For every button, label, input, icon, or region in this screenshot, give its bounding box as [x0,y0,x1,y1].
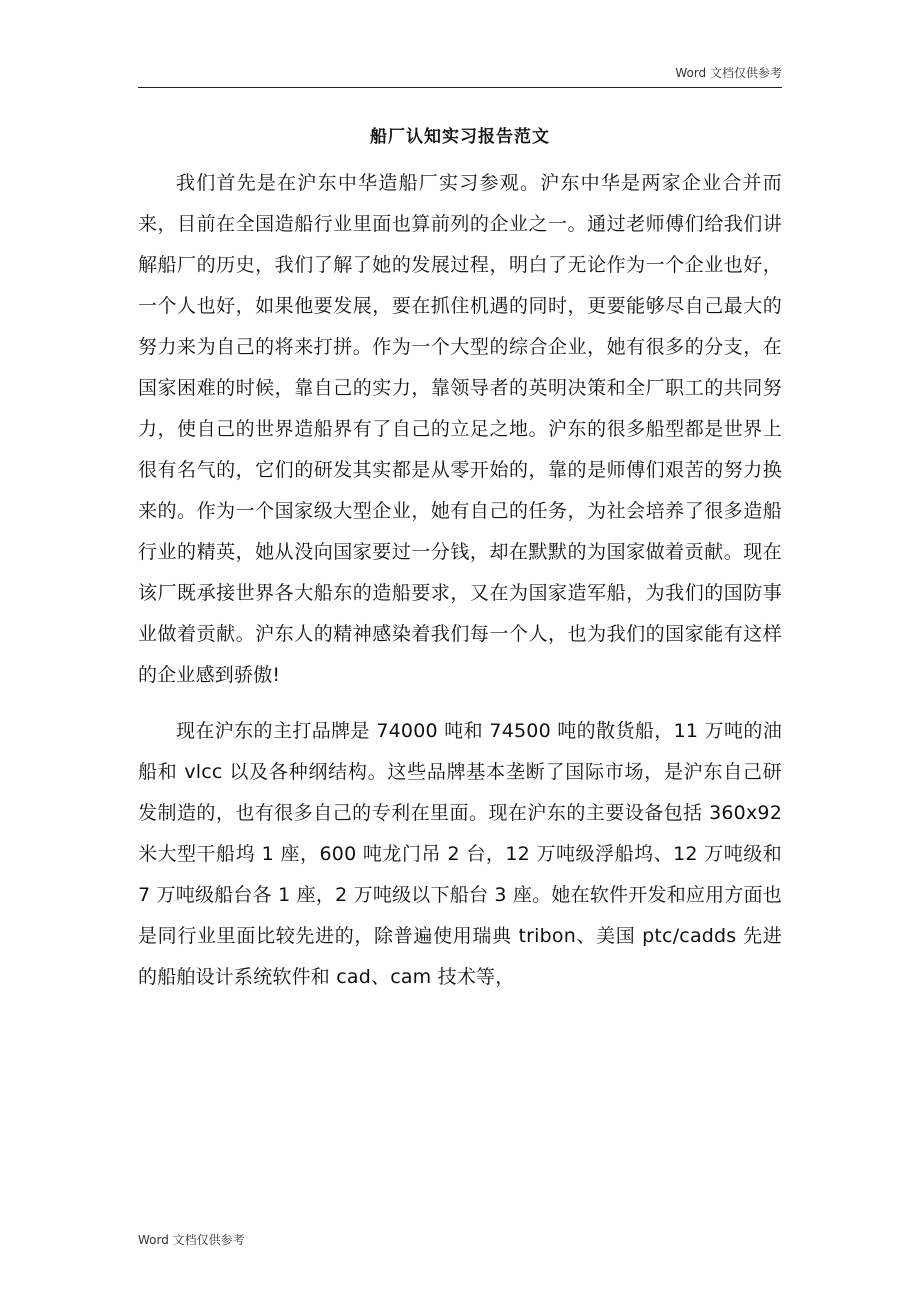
document-title: 船厂认知实习报告范文 [370,127,550,147]
paragraph-2: 现在沪东的主打品牌是 74000 吨和 74500 吨的散货船，11 万吨的油船和 vlcc 以及各种纲结构。这些品牌基本垄断了国际市场，是沪东自己研发制造的，也有很多自己的专利在里面。现在沪东的主要设备包括 360x92 米大型干船坞 1 座，600 吨龙门吊 2 台，12 万吨级浮船坞、12 万吨级和 7 万吨级船台各 1 座，2 万吨级以下船台 3 座。她在软件开发和应用方面也是同行业里面比较先进的，除普遍使用瑞典 tribon、美国 ptc/cadds 先进的船舶设计系统软件和 cad、cam 技术等， [138,720,782,988]
header-divider [138,87,782,88]
paragraph-1: 我们首先是在沪东中华造船厂实习参观。沪东中华是两家企业合并而来，目前在全国造船行业里面也算前列的企业之一。通过老师傅们给我们讲解船厂的历史，我们了解了她的发展过程，明白了无论作为一个企业也好，一个人也好，如果他要发展，要在抓住机遇的同时，更要能够尽自己最大的努力来为自己的将来打拼。作为一个大型的综合企业，她有很多的分支，在国家困难的时候，靠自己的实力，靠领导者的英明决策和全厂职工的共同努力，使自己的世界造船界有了自己的立足之地。沪东的很多船型都是世界上很有名气的，它们的研发其实都是从零开始的，靠的是师傅们艰苦的努力换来的。作为一个国家级大型企业，她有自己的任务，为社会培养了很多造船行业的精英，她从没向国家要过一分钱，却在默默的为国家做着贡献。现在该厂既承接世界各大船东的造船要求，又在为国家造军船，为我们的国防事业做着贡献。沪东人的精神感染着我们每一个人，也为我们的国家能有这样的企业感到骄傲! [138,172,782,686]
footer-note: Word 文档仅供参考 [138,1233,245,1247]
document-body [138,163,782,998]
header-note: Word 文档仅供参考 [675,66,782,80]
